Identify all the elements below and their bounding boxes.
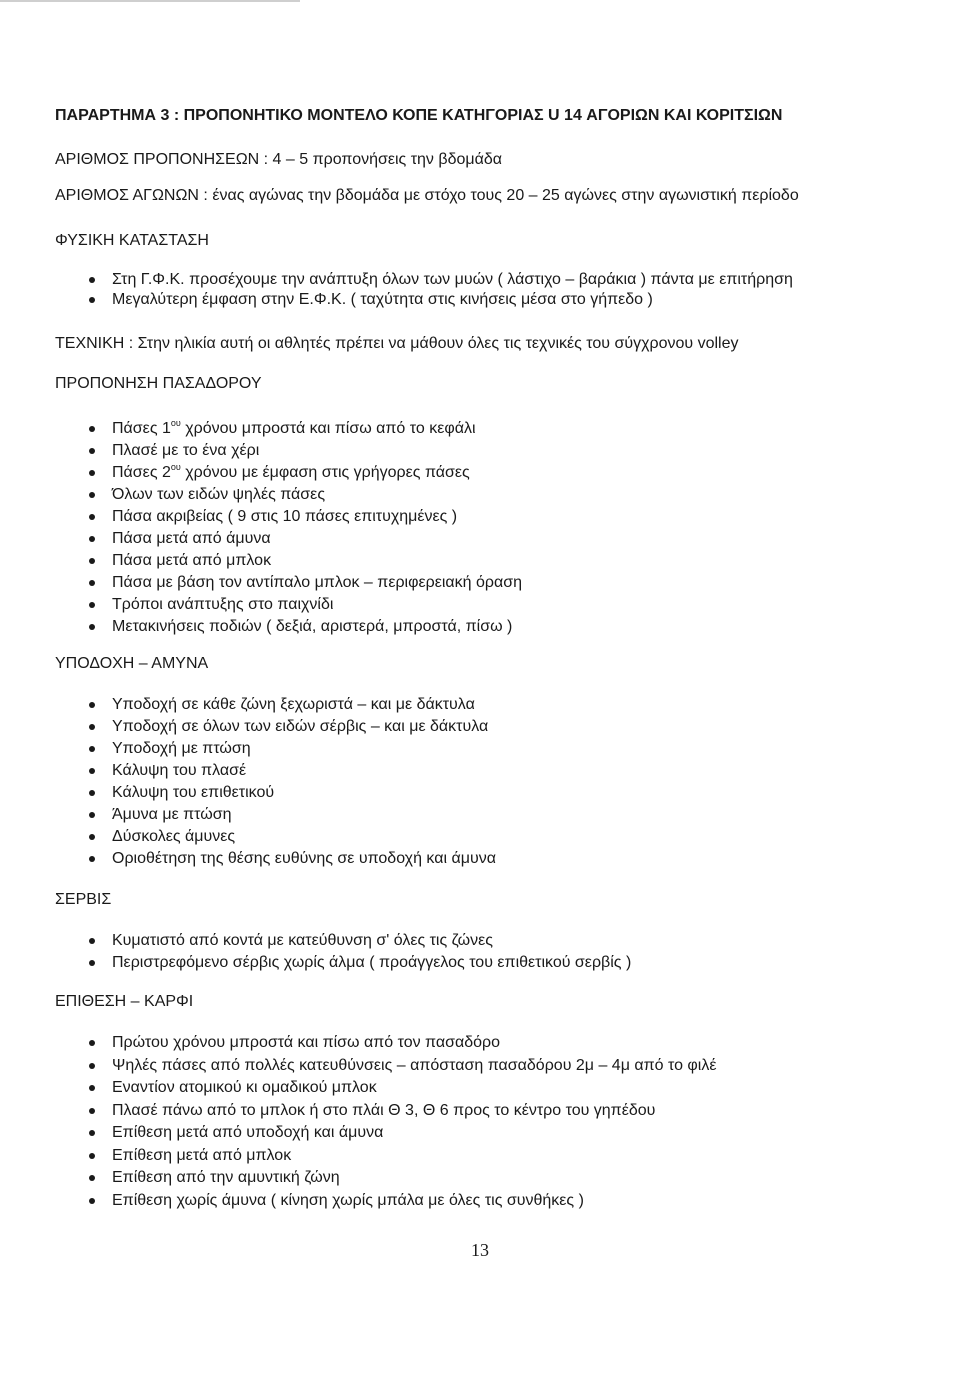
attack-list (55, 1032, 717, 1212)
list-item: Πάσες $2^{o\upsilon}$ χρόνου με έμφαση στις γρήγορες πάσες (55, 462, 522, 484)
list-item: Πάσα με βάση τον αντίπαλο μπλοκ – περιφερειακή όραση (55, 572, 522, 594)
list-item: Στη Γ.Φ.Κ. προσέχουμε την ανάπτυξη όλων των μυών ( λάστιχο – βαράκια ) πάντα με επιτήρηση (55, 270, 793, 290)
bullet-icon (89, 702, 95, 708)
list-item: Όλων των ειδών ψηλές πάσες (55, 484, 522, 506)
list-item: Οριοθέτηση της θέσης ευθύνης σε υποδοχή και άμυνα (55, 848, 496, 870)
bullet-icon (89, 602, 95, 608)
bullet-icon (89, 746, 95, 752)
bullet-icon (89, 558, 95, 564)
bullet-icon (89, 277, 95, 283)
bullet-icon (89, 624, 95, 630)
document-title: ΠΑΡΑΡΤΗΜΑ 3 : ΠΡΟΠΟΝΗΤΙΚΟ ΜΟΝΤΕΛΟ ΚΟΠΕ ΚΑΤΗΓΟΡΙΑΣ U 14 ΑΓΟΡΙΩΝ ΚΑΙ ΚΟΡΙΤΣΙΩΝ (55, 107, 783, 124)
list-item: Πρώτου χρόνου μπροστά και πίσω από τον πασαδόρο (55, 1032, 717, 1055)
bullet-icon (89, 426, 95, 432)
bullet-icon (89, 1175, 95, 1181)
list-item: Υποδοχή σε όλων των ειδών σέρβις – και με δάκτυλα (55, 716, 496, 738)
list-item: Κυματιστό από κοντά με κατεύθυνση σ' όλες τις ζώνες (55, 930, 631, 952)
matches-count: ΑΡΙΘΜΟΣ ΑΓΩΝΩΝ : ένας αγώνας την βδομάδα με στόχο τους 20 – 25 αγώνες στην αγωνιστική περίοδο (55, 187, 799, 204)
list-item: Τρόποι ανάπτυξης στο παιχνίδι (55, 594, 522, 616)
trainings-count: ΑΡΙΘΜΟΣ ΠΡΟΠΟΝΗΣΕΩΝ : 4 – 5 προπονήσεις την βδομάδα (55, 151, 503, 168)
bullet-icon (89, 514, 95, 520)
bullet-icon (89, 938, 95, 944)
list-item: Κάλυψη του επιθετικού (55, 782, 496, 804)
reception-list (55, 694, 496, 870)
technique-paragraph: ΤΕΧΝΙΚΗ : Στην ηλικία αυτή οι αθλητές πρέπει να μάθουν όλες τις τεχνικές του σύγχρονου volley (55, 335, 739, 352)
serve-heading: ΣΕΡΒΙΣ (55, 891, 112, 908)
bullet-icon (89, 1108, 95, 1114)
physical-list (55, 270, 793, 310)
list-item: Περιστρεφόμενο σέρβις χωρίς άλμα ( προάγγελος του επιθετικού σερβίς ) (55, 952, 631, 974)
bullet-icon (89, 470, 95, 476)
serve-list (55, 930, 631, 974)
list-item: Υποδοχή σε κάθε ζώνη ξεχωριστά – και με δάκτυλα (55, 694, 496, 716)
reception-heading: ΥΠΟΔΟΧΗ – ΑΜΥΝΑ (55, 655, 209, 672)
bullet-icon (89, 1085, 95, 1091)
attack-heading: ΕΠΙΘΕΣΗ – ΚΑΡΦΙ (55, 993, 194, 1010)
list-item: Πάσα μετά από άμυνα (55, 528, 522, 550)
bullet-icon (89, 834, 95, 840)
bullet-icon (89, 448, 95, 454)
physical-heading: ΦΥΣΙΚΗ ΚΑΤΑΣΤΑΣΗ (55, 232, 209, 249)
bullet-icon (89, 536, 95, 542)
bullet-icon (89, 724, 95, 730)
list-item: Εναντίον ατομικού κι ομαδικού μπλοκ (55, 1077, 717, 1100)
bullet-icon (89, 768, 95, 774)
bullet-icon (89, 1198, 95, 1204)
list-item: Άμυνα με πτώση (55, 804, 496, 826)
list-item: Μεγαλύτερη έμφαση στην Ε.Φ.Κ. ( ταχύτητα στις κινήσεις μέσα στο γήπεδο ) (55, 290, 793, 310)
list-item: Κάλυψη του πλασέ (55, 760, 496, 782)
list-item: Πλασέ με το ένα χέρι (55, 440, 522, 462)
bullet-icon (89, 1063, 95, 1069)
list-item: Μετακινήσεις ποδιών ( δεξιά, αριστερά, μπροστά, πίσω ) (55, 616, 522, 638)
list-item: Πάσα μετά από μπλοκ (55, 550, 522, 572)
list-item: Πάσες $1^{o\upsilon}$ χρόνου μπροστά και πίσω από το κεφάλι (55, 418, 522, 440)
list-item: Επίθεση από την αμυντική ζώνη (55, 1167, 717, 1190)
list-item: Επίθεση χωρίς άμυνα ( κίνηση χωρίς μπάλα με όλες τις συνθήκες ) (55, 1190, 717, 1213)
list-item: Υποδοχή με πτώση (55, 738, 496, 760)
list-item: Επίθεση μετά από υποδοχή και άμυνα (55, 1122, 717, 1145)
list-item: Ψηλές πάσες από πολλές κατευθύνσεις – απόσταση πασαδόρου 2μ – 4μ από το φιλέ (55, 1055, 717, 1078)
list-item: Πλασέ πάνω από το μπλοκ ή στο πλάι Θ 3, Θ 6 προς το κέντρο του γηπέδου (55, 1100, 717, 1123)
bullet-icon (89, 1130, 95, 1136)
scan-artifact-line (0, 0, 300, 2)
bullet-icon (89, 812, 95, 818)
bullet-icon (89, 297, 95, 303)
bullet-icon (89, 1153, 95, 1159)
setter-list (55, 418, 522, 638)
list-item: Πάσα ακριβείας ( 9 στις 10 πάσες επιτυχημένες ) (55, 506, 522, 528)
bullet-icon (89, 1040, 95, 1046)
bullet-icon (89, 856, 95, 862)
page-number: 13 (471, 1240, 489, 1260)
bullet-icon (89, 960, 95, 966)
list-item: Δύσκολες άμυνες (55, 826, 496, 848)
bullet-icon (89, 790, 95, 796)
setter-heading: ΠΡΟΠΟΝΗΣΗ ΠΑΣΑΔΟΡΟΥ (55, 375, 262, 392)
bullet-icon (89, 580, 95, 586)
list-item: Επίθεση μετά από μπλοκ (55, 1145, 717, 1168)
bullet-icon (89, 492, 95, 498)
